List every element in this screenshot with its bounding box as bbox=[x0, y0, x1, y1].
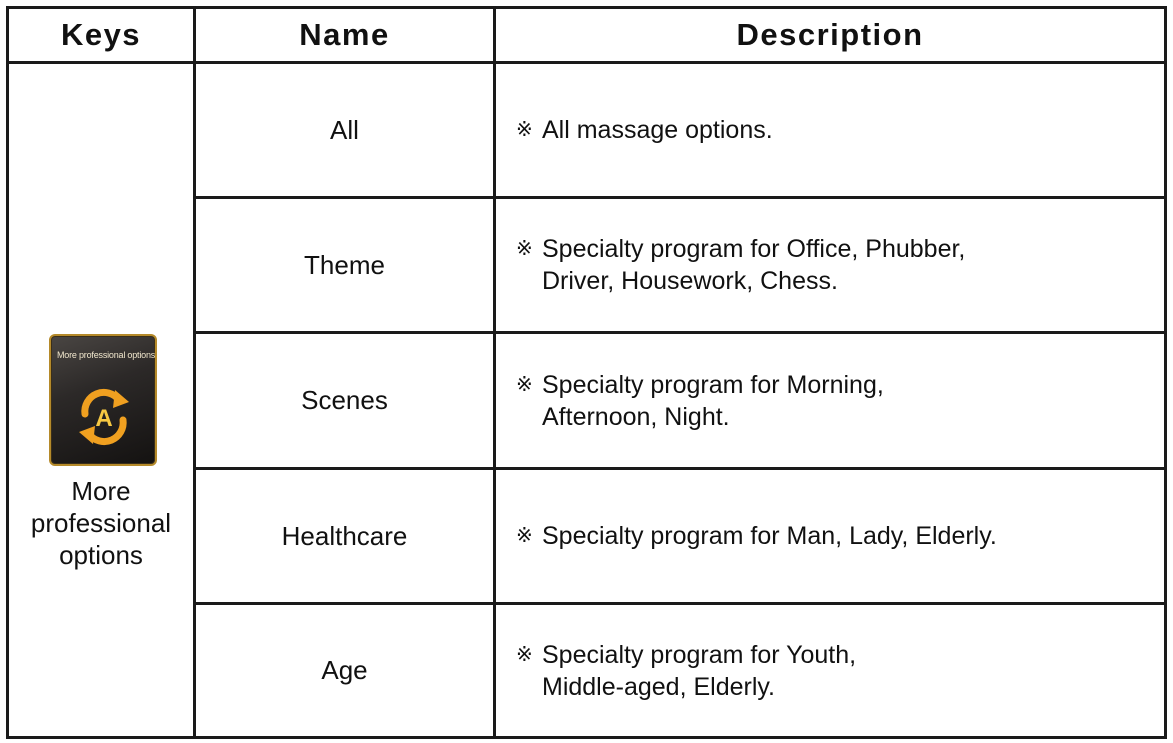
header-name bbox=[196, 9, 493, 61]
cycle-arrows-icon bbox=[73, 386, 135, 448]
header-keys-label: Keys bbox=[60, 17, 142, 52]
row-theme-name-label: Theme bbox=[304, 249, 385, 280]
row-healthcare-description bbox=[496, 470, 1164, 602]
header-name-label: Name bbox=[299, 17, 390, 52]
icon-letter: A bbox=[95, 405, 113, 432]
description-line: All massage options. bbox=[542, 116, 773, 144]
row-all-name bbox=[196, 64, 493, 196]
header-description bbox=[496, 9, 1164, 61]
description-line: Specialty program for Morning, bbox=[542, 370, 884, 399]
table-border-bottom bbox=[6, 736, 1167, 739]
description-line: Specialty program for Office, Phubber, bbox=[542, 235, 966, 263]
key-label bbox=[8, 475, 194, 571]
header-keys bbox=[9, 9, 193, 61]
row-all-name-label: All bbox=[330, 114, 359, 145]
description-line: Specialty program for Man, Lady, Elderly. bbox=[542, 522, 997, 550]
row-healthcare-name-label: Healthcare bbox=[281, 520, 408, 551]
note-mark: ※ bbox=[516, 119, 533, 141]
note-mark: ※ bbox=[516, 643, 533, 666]
row-theme-description bbox=[496, 199, 1164, 331]
row-scenes-name-label: Scenes bbox=[301, 385, 388, 415]
header-description-label: Description bbox=[736, 17, 924, 52]
table-border-right bbox=[1164, 6, 1167, 739]
row-age-name-label: Age bbox=[321, 655, 368, 685]
key-label-line-2: professional bbox=[30, 508, 172, 538]
row-scenes-name bbox=[196, 334, 493, 467]
note-mark: ※ bbox=[516, 238, 533, 260]
table-border-left bbox=[6, 6, 9, 739]
row-scenes-description bbox=[496, 334, 1164, 467]
key-label-line-3: options bbox=[59, 540, 143, 570]
more-options-key-icon bbox=[49, 334, 157, 466]
row-age-description bbox=[496, 605, 1164, 736]
row-age-name bbox=[196, 605, 493, 736]
row-healthcare-name bbox=[196, 470, 493, 602]
note-mark: ※ bbox=[516, 373, 533, 396]
icon-caption: More professional options bbox=[57, 350, 156, 360]
key-label-line-1: More bbox=[71, 476, 131, 506]
description-line: Driver, Housework, Chess. bbox=[542, 267, 838, 295]
note-mark: ※ bbox=[516, 525, 533, 547]
row-all-description bbox=[496, 64, 1164, 196]
row-theme-name bbox=[196, 199, 493, 331]
description-line: Afternoon, Night. bbox=[542, 402, 730, 431]
description-line: Middle-aged, Elderly. bbox=[542, 672, 775, 701]
description-line: Specialty program for Youth, bbox=[542, 640, 857, 669]
